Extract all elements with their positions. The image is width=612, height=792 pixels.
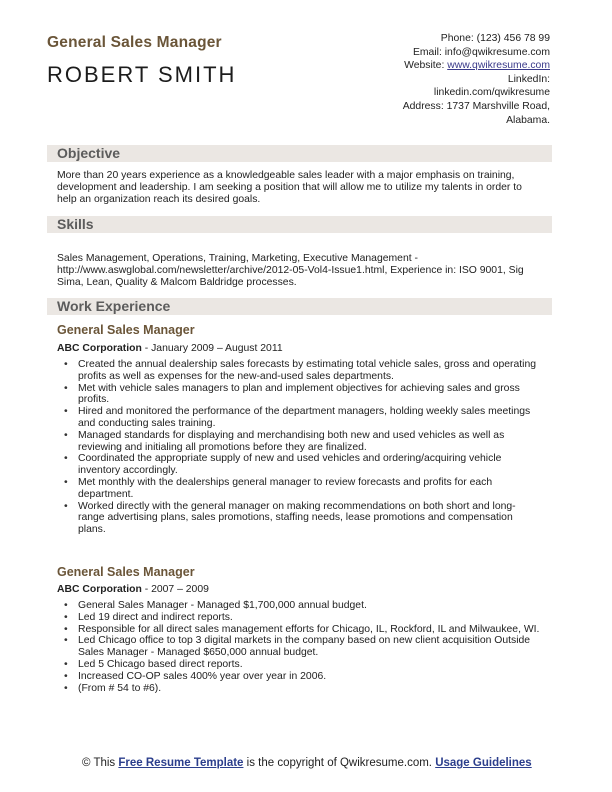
phone-label: Phone: — [440, 33, 474, 44]
phone-value: (123) 456 78 99 — [476, 33, 550, 44]
job-1-company-line — [57, 343, 283, 354]
skills-text: Sales Management, Operations, Training, Marketing, Executive Management - http://www.aswglobal.com/newsletter/archive/2012-05-Vol4-Issue1.html, Experience in: ISO 9001, Sig Sima, Lean, Quality & Malcom Baldridge processes. — [57, 253, 524, 288]
address-label: Address: — [402, 100, 444, 112]
footer-middle: is the copyright of Qwikresume.com. — [243, 757, 436, 769]
contact-linkedin-label: LinkedIn: — [507, 73, 550, 85]
footer-copyright — [82, 756, 542, 770]
list-item: • Created the annual dealership sales forecasts by estimating total vehicle sales, gross and operating profits as well as expenses for the new-and-used sales departments. — [57, 359, 542, 383]
address-line1: 1737 Marshville Road, — [446, 100, 550, 112]
job-1-company: ABC Corporation — [57, 343, 142, 354]
job-2-title: General Sales Manager — [57, 565, 195, 579]
skills-heading: Skills — [57, 216, 94, 232]
usage-guidelines-link[interactable]: Usage Guidelines — [435, 757, 532, 769]
list-item: • Met monthly with the dealerships general manager to review forecasts and profits for each department. — [57, 477, 542, 501]
header-job-title: General Sales Manager — [47, 34, 222, 51]
list-item: • Led 5 Chicago based direct reports. — [57, 659, 542, 671]
free-resume-template-link[interactable]: Free Resume Template — [118, 757, 244, 769]
contact-email — [330, 46, 550, 60]
footer-prefix: © This — [82, 757, 119, 769]
objective-heading: Objective — [57, 145, 121, 161]
list-item: • Managed standards for displaying and merchandising both new and used vehicles as well as reviewing and initialing all promotions before they are finalized. — [57, 430, 542, 454]
contact-address-line2: Alabama. — [506, 114, 550, 126]
job-2-dates: - 2007 – 2009 — [141, 584, 209, 595]
list-item: • Responsible for all direct sales management efforts for Chicago, IL, Rockford, IL and Milwaukee, WI. — [57, 624, 542, 636]
website-link[interactable]: www.qwikresume.com — [447, 60, 550, 72]
job-2-company: ABC Corporation — [57, 584, 142, 595]
website-label: Website: — [404, 60, 445, 72]
job-2-bullets — [57, 600, 542, 694]
email-label: Email: — [412, 46, 442, 58]
list-item: • (From # 54 to #6). — [57, 683, 542, 695]
skills-section-header — [47, 216, 552, 233]
job-1-title: General Sales Manager — [57, 323, 195, 337]
list-item: • Increased CO-OP sales 400% year over year in 2006. — [57, 671, 542, 683]
candidate-name: ROBERT SMITH — [47, 62, 237, 87]
list-item: • Led Chicago office to top 3 digital markets in the company based on new client acquisition Outside Sales Manager - Managed $650,000 annual budget. — [57, 635, 542, 659]
list-item: • General Sales Manager - Managed $1,700,000 annual budget. — [57, 600, 542, 612]
email-value: info@qwikresume.com — [444, 46, 550, 58]
job-1-dates: - January 2009 – August 2011 — [141, 343, 283, 354]
objective-text: More than 20 years experience as a knowledgeable sales leader with a major emphasis on training, development and leadership. I am seeking a position that will allow me to utilize my talents in order to help an organization reach its desired goals. — [57, 170, 522, 205]
contact-website — [330, 59, 550, 73]
objective-section-header — [47, 145, 552, 162]
experience-heading: Work Experience — [57, 298, 171, 314]
contact-linkedin: linkedin.com/qwikresume — [433, 87, 550, 99]
job-1-bullets — [57, 359, 542, 536]
contact-address — [330, 100, 550, 114]
list-item: • Worked directly with the general manager on making recommendations on both short and long-range advertising plans, sales promotions, staffing needs, lease promotions and compensation plans. — [57, 501, 542, 536]
list-item: • Led 19 direct and indirect reports. — [57, 612, 542, 624]
contact-phone — [330, 32, 550, 46]
contact-block — [330, 32, 550, 127]
list-item: • Met with vehicle sales managers to plan and implement objectives for achieving sales and gross profits. — [57, 383, 542, 407]
experience-section-header — [47, 298, 552, 315]
job-2-company-line — [57, 584, 209, 595]
list-item: • Coordinated the appropriate supply of new and used vehicles and ordering/acquiring vehicle inventory accordingly. — [57, 453, 542, 477]
list-item: • Hired and monitored the performance of the department managers, holding weekly sales meetings and conducting sales training. — [57, 406, 542, 430]
